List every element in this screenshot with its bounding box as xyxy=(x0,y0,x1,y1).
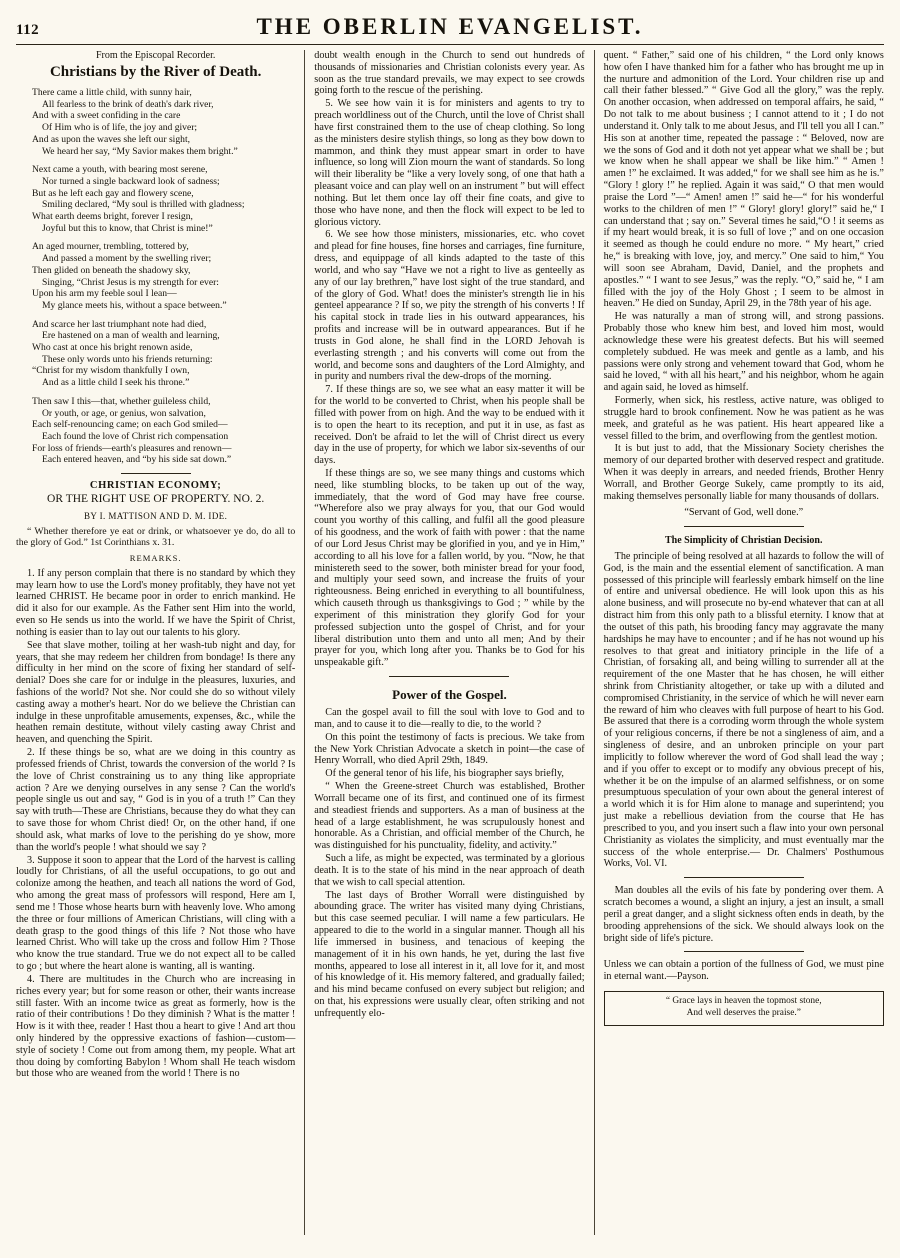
article-motto: “ Whether therefore ye eat or drink, or whatsoever ye do, do all to the glory of God.” 1st Corinthians x. 31. xyxy=(16,526,296,549)
poem-line: Then glided on beneath the shadowy sky, xyxy=(32,264,191,276)
poem-line: These only words unto his friends returning: xyxy=(42,353,213,365)
closing-verse-line: “ Grace lays in heaven the topmost stone, xyxy=(665,996,822,1007)
article-byline: BY I. MATTISON AND D. M. IDE. xyxy=(84,510,228,521)
filler-paragraph: Unless we can obtain a portion of the fullness of God, we must pine in eternal want.—Payson. xyxy=(603,959,884,983)
paragraph: 4. There are multitudes in the Church who are increasing in riches every year; but for some reason or other, their wants increase still faster. With an income twice as great as formerly, how is the ratio of their contributions ! Do they diminish ? What is the matter ! How is it with thee, reader ! Hast thou a heart to give ! And art thou only hindered by the oppressive exactions of fashion—custom—style of society ! Come out from among them, my people. What art thou doing by comforting Babylon ! Whom shall He teach wisdom but those who are weaned from the world ! There is no xyxy=(16,973,296,1080)
poem-line: But as he left each gay and flowery scene, xyxy=(32,187,194,199)
closing-quote: “Servant of God, well done.” xyxy=(684,507,804,519)
poem-stanza xyxy=(32,164,295,234)
poem-line: Smiling declared, “My soul is thrilled with gladness; xyxy=(42,199,245,211)
poem-line: “Christ for my wisdom thankfully I own, xyxy=(32,365,190,377)
poem-line: Of Him who is of life, the joy and giver; xyxy=(42,122,198,134)
poem-line: All fearless to the brink of death's dark river, xyxy=(42,98,214,110)
publication-title: THE OBERLIN EVANGELIST. xyxy=(256,14,644,39)
poem-line: Nor turned a single backward look of sadness; xyxy=(42,175,220,187)
masthead xyxy=(16,14,884,45)
column-2 xyxy=(305,50,594,1235)
poem-line: Then saw I this—that, whether guileless child, xyxy=(32,395,211,407)
poem-line: We heard her say, “My Savior makes them bright.” xyxy=(42,145,238,157)
paragraph: The principle of being resolved at all hazards to follow the will of God, is the main and the essential element of sanctification. A man possessed of this principle will fearlessly embark himself on the line of entire and universal obedience. He will look upon this as his alone business, and will prosecute no by-end whatever that can at all distract him from this only path to a blissful eternity. I know that at the outset of this path, his brooding fancy may aggravate the many hardships he may have to encounter ; and if he has not wound up his resolves to that great and initiatory principle in the life of a Christian, of forsaking all, and being willing to surrender all at the requirement of the one Master that he has chosen, he will either shrink from Christianity altogether, or take up with a diluted and compromised Christianity, in the service of which he will never earn the reward of him who cleaves with full purpose of heart to his God. Be assured that there is a corroding worm through the whole system of your religious concerns, if there be not a singleness of aim, and a singleness of desire, and an unbroken principle on your part implicitly to follow wherever the word of God shall lead the way ; and if you offer to except or to modify any obvious precept of his, whether it be on the impulse of an alarmed selfishness, or on some presumptuous speculation of your own about the general interest of a world which it is for Him alone to manage and superintend; you just make a rebellious deviation from the course that He has prescribed to you, and you insert such a flaw into your own personal Christianity as violates the simplicity, and must eventually mar the success of the whole enterprise.— Dr. Chalmers' Posthumous Works, Vol. VI. xyxy=(603,550,884,870)
paragraph: See that slave mother, toiling at her wash-tub night and day, for years, that she may redeem her children from bondage! Is there any difficulty in her mind on the score of fixing her standard of self-denial? Does she care for or indulge in the pleasures, luxuries, and fashions of the world? Not she. Nor could she do so without vilely casting away a mother's heart. Nor do we believe the Christian can indulge in these unprofitable amusements, expenses, &c., while the heathen remain destitute, without vilely casting away Christ and heaven, and quenching the Spirit. xyxy=(16,639,296,746)
closing-verse-box xyxy=(604,991,884,1026)
paragraph: 6. We see how those ministers, missionaries, etc. who covet and plead for fine houses, fine horses and carriages, fine furniture, dress, and equippage of all kinds adapted to the taste of this world, and who say “Have we not a right to live as genteelly as any of our lay brethren,” have lost sight of the true standard, and of the glory of God. What! does the minister's strength lie in his genteel appearance ? If so, we pity the strength of his converts ! If his capital stock in trade lies in his outward appearances, his profits and increase will be in outward appearances. But if he trusts in God alone, he shall find in the LORD Jehovah is everlasting strength ; and his converts will come out from the world, and become sons and daughters of the Lord Almighty, and in purity and numbers rival the dew-drops of the morning. xyxy=(314,229,585,383)
page-number: 112 xyxy=(16,22,40,38)
poem-stanza xyxy=(32,87,295,157)
poem-line: Or youth, or age, or genius, won salvation, xyxy=(42,407,206,419)
poem-line: Ere hastened on a man of wealth and learning, xyxy=(42,330,220,342)
source-credit: From the Episcopal Recorder. xyxy=(95,50,216,61)
poem-line: An aged mourner, trembling, tottered by, xyxy=(32,241,189,253)
poem-line: Each entered heaven, and “by his side sat down.” xyxy=(42,454,232,466)
poem-line: Next came a youth, with bearing most serene, xyxy=(32,164,208,176)
paragraph: Of the general tenor of his life, his biographer says briefly, xyxy=(325,768,564,780)
poem-line: Each self-renouncing came; on each God smiled— xyxy=(32,419,228,431)
poem-line: Singing, “Christ Jesus is my strength for ever: xyxy=(42,276,219,288)
paragraph: “ When the Greene-street Church was established, Brother Worrall became one of its first, and continued one of its firmest and steadiest friends and supporters. As a man of business at the head of a large establishment, he was scrupulously honest and honorable. As a Christian, and official member of the Church, he was distinguished for his punctuality, fidelity, and activity.” xyxy=(314,781,585,852)
paragraph: Can the gospel avail to fill the soul with love to God and to man, and to cause it to die—really to die, to the world ? xyxy=(314,707,585,730)
poem-line: And as a little child I seek his throne.” xyxy=(42,377,190,389)
poem-line: And passed a moment by the swelling river; xyxy=(42,253,212,265)
paragraph: The last days of Brother Worrall were distinguished by abounding grace. The writer has visited many dying Christians, but this case seemed peculiar. I will name a few particulars. He appeared to die to the world in a singular manner. Though all his life immersed in business, and tenacious of keeping the management of it in his own hands, he yet, during the last five months, appeared to lose all interest in it, all love for it, and most of his knowledge of it. His memory faltered, and gradually failed; and his mind became confused on every subject but religion; and on that, his expressions were usually clear, often striking and not unfrequently elo- xyxy=(314,889,585,1019)
closing-verse-line: And well deserves the praise.” xyxy=(686,1007,801,1018)
paragraph: 2. If these things be so, what are we doing in this country as professed friends of Christ, towards the conversion of the world ? Is the love of Christ constraining us to any thing like appropriate action ? Are we denying ourselves in any sense ? Can the world's people single us out and say, “ God is in you of a truth !” Can they say with truth—These are Christians, because they do what they can to save those for whom Christ died! Or, on the other hand, if one should ask, what marks of love to the perishing do ye show, more than the world's people ! what should we say ? xyxy=(16,747,296,853)
poem-line: And with a sweet confiding in the care xyxy=(32,110,181,122)
paragraph: He was naturally a man of strong will, and strong passions. Probably those who knew him best, and loved him most, would acknowledge these were his greatest defects. But his will seemed completely subdued. He was meek and gentle as a lamb, and his passions were only strong and vehement toward that God, whom he said he loved, “ with all his heart,” and his neighbor, whom he again and again said, he loved as himself. xyxy=(603,311,884,394)
poem-line: Upon his arm my feeble soul I lean— xyxy=(32,288,177,300)
poem-stanza xyxy=(32,319,295,389)
poem-line: Joyful but this to know, that Christ is mine!” xyxy=(42,222,213,234)
divider-rule xyxy=(121,473,191,474)
column-1 xyxy=(16,50,305,1235)
article-subtitle: OR THE RIGHT USE OF PROPERTY. NO. 2. xyxy=(47,493,265,506)
poem-line: Who cast at once his bright renown aside, xyxy=(32,342,193,354)
poem-line: What earth deems bright, forever I resign, xyxy=(32,211,193,223)
paragraph: 3. Suppose it soon to appear that the Lord of the harvest is calling loudly for Christians, of all the useful occupations, to go out and colonize among the heathen, and teach all nations the word of God, who among the great mass of professors will respond, Here am I, send me ! Those whose hearts burn with heavenly love. Who among the three or four millions of American Christians, will cling with a death grasp to the good things of this life ? Not those who have learned Christ. Who will take up the cross and follow Him ? Those who know the true standard. True we do not expect all to be called to go ; but where the heart alone is wanting, all is wanting. xyxy=(16,854,296,973)
paragraph: doubt wealth enough in the Church to send out hundreds of thousands of missionaries and Christian colonists every year. As soon as the true standard prevails, we may expect to see crowds going forth to the rescue of the perishing. xyxy=(314,50,585,97)
poem-line: Each found the love of Christ rich compensation xyxy=(42,430,229,442)
poem-line: There came a little child, with sunny hair, xyxy=(32,86,192,98)
poem-title: Christians by the River of Death. xyxy=(49,63,262,80)
paragraph: If these things are so, we see many things and customs which need, like stumbling blocks, to be taken up out of the way, immediately, that the word of God may have free course. “Wherefore also we pray always for you, that our God would count you worthy of this calling, and fulfil all the good pleasure of his goodness, and the work of faith with power : that the name of our Lord Jesus Christ may be glorified in you, and ye in Him,” according to all his love for a fallen world, by you. “Now, he that ministereth seed to the sower, both minister bread for your food, and multiply your seed sown, and increase the fruits of your righteousness. Being enriched in everything to all bountifulness, which causeth through us thanksgivings to God ; ” while by the experiment of this ministration they glorify God for your professed subjection unto the gospel of Christ, and for your liberal distribution unto them and unto all men; And by their prayer for you, which long after you. Thanks be to God for his unspeakable gift.” xyxy=(314,467,585,669)
article-title-simplicity-of-christian-decision: The Simplicity of Christian Decision. xyxy=(664,535,823,547)
poem-body xyxy=(16,87,295,466)
paragraph: On this point the testimony of facts is precious. We take from the New York Christian Advocate a sketch in point—the case of Henry Worrall, who died April 29th, 1849. xyxy=(314,731,585,767)
divider-rule xyxy=(684,877,804,878)
paragraph: Such a life, as might be expected, was terminated by a glorious death. It is to the state of his mind in the near approach of death that we wish to call special attention. xyxy=(314,853,585,888)
paragraph: 1. If any person complain that there is no standard by which they may learn how to use the Lord's money profitably, they have not yet learned CHRIST. He became poor in order to enrich mankind. He did it also for our example. As the Father sent Him into the world, even so He sends us into the world. If we have the Spirit of Christ, nothing is easier than to lay out our talents to his glory. xyxy=(16,567,296,638)
poem-line: My glance meets his, without a space between.” xyxy=(42,299,227,311)
poem-line: And scarce her last triumphant note had died, xyxy=(32,318,207,330)
paragraph: Formerly, when sick, his restless, active nature, was obliged to struggle hard to brook confinement. Now he was patient as he was meek, and grateful as he was patient. His heart appeared like a vessel filled to the brim, and overflowing from the gentlest motion. xyxy=(603,395,884,442)
article-title-power-of-the-gospel: Power of the Gospel. xyxy=(392,687,507,703)
poem-stanza xyxy=(32,241,295,311)
poem-stanza xyxy=(32,396,295,466)
paragraph: quent. “ Father,” said one of his children, “ the Lord only knows how ofen I have thanked him for a father who has brought me up in the nurture and admonition of the Lord. Your children rise up and call their father blessed.” “ Give God all the glory,” was the reply. On another occasion, when addressed on temporal affairs, he said, “ Do not talk to me about business ; I cannot attend to it ; I do not understand it. Only talk to me about Jesus, and I'll tell you all I can.” His son at another time, repeated the passage : “ Beloved, now are we the sons of God and it doth not yet appear what we shall be ; but we know when he shall appear we shall be like him.” “ Amen ! amen !” he exclaimed. It was added,“ for we shall see him as he is.” “Glory ! glory !” he replied. Again it was said,“ O that men would praise the Lord ”—“ Amen! amen !” said he—“ for his wonderful works to the children of men !” “ Glory! glory! glory!” said he,“ I can understand that ; say on.” Several times he said,“O ! it seems as if my heart would break, it is so full of love ;” and on one occasion it seemed as though he could endure no more. “ My heart,” cried he,“ is breaking with love, joy, and mercy.” One said to him,“ You will soon see Abraham, David, Daniel, and the prophets and apostles.” “ I want to see Jesus,” was the reply. “O,” said he, “ I am filled with the joy of the Holy Ghost ; I seem to be almost in heaven.” He died on Sunday, April 29, in the 78th year of his age. xyxy=(603,50,884,310)
filler-paragraph: Man doubles all the evils of his fate by pondering over them. A scratch becomes a wound, a slight an injury, a jest an insult, a small peril a great danger, and a slight sickness often ends in death, by the brooding apprehensions of the sick. We should always look on the bright side of life's picture. xyxy=(603,885,884,944)
column-3 xyxy=(595,50,884,1235)
columns-container xyxy=(16,50,884,1235)
paragraph: 7. If these things are so, we see what an easy matter it will be for the world to be converted to Christ, when his people shall be filled with power from on high. And the way to be endued with it is to open the heart to its reception, and put it in use, as fast as received. Don't be afraid to let the will of Christ direct us every day in the use of property, for which we labor six-sevenths of our days. xyxy=(314,384,585,467)
remarks-heading: REMARKS. xyxy=(129,552,182,563)
divider-rule xyxy=(684,526,804,527)
divider-rule xyxy=(389,676,509,677)
article-title-christian-economy: CHRISTIAN ECONOMY; xyxy=(89,480,222,492)
poem-line: For loss of friends—earth's pleasures and renown— xyxy=(32,442,232,454)
paragraph: It is but just to add, that the Missionary Society cherishes the memory of our departed brother with deserved respect and gratitude. When it was deeply in arrears, and needed friends, Brother Henry Worrall, and Brother George Sukely, came promptly to its aid, making themselves personally liable for many thousands of dollars. xyxy=(603,443,884,502)
divider-rule xyxy=(684,951,804,952)
paragraph: 5. We see how vain it is for ministers and agents to try to preach worldliness out of the Church, until the love of Christ shall have first constrained them to the use of cheap clothing. So long as the ministers desire stylish things, so long as they bow down to mammon, and think they must appear smart in order to have influence, so long will Zion mourn the want of standards. So long will their liberality be “like a very lovely song, of one that hath a pleasant voice and can play well on an instrument ” but will effect nothing. But let them once lay off their fine coats, and give to those who have none, and then the flock will expect to be led to glorious victory. xyxy=(314,98,585,228)
poem-line: And as upon the waves she left our sight, xyxy=(32,133,191,145)
